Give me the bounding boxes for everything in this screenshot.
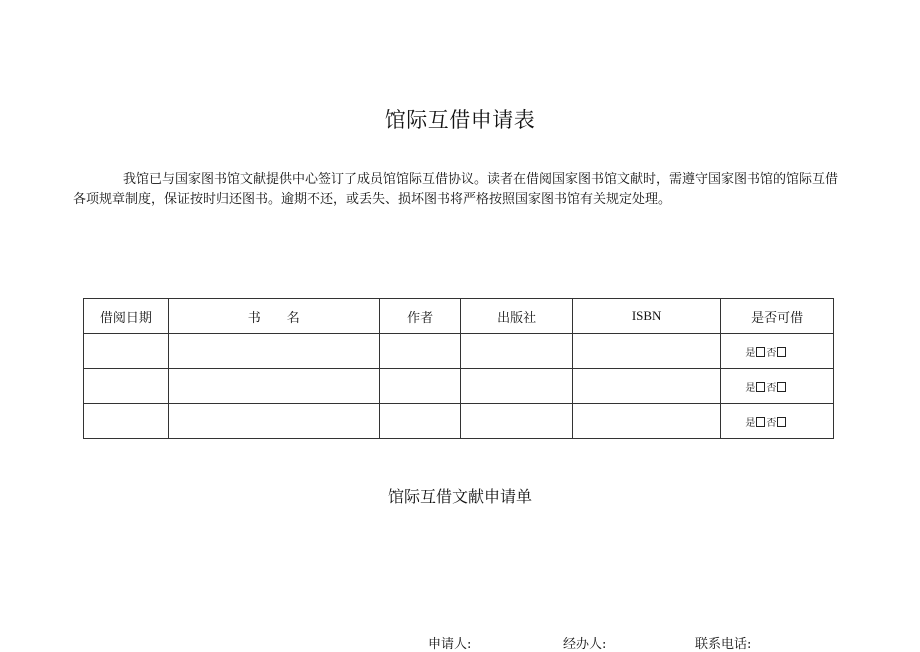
header-borrow-date: 借阅日期: [84, 299, 169, 334]
cell-isbn[interactable]: [572, 369, 720, 404]
cell-publisher[interactable]: [461, 404, 573, 439]
cell-isbn[interactable]: [572, 404, 720, 439]
cell-book-title[interactable]: [168, 334, 379, 369]
no-checkbox[interactable]: [777, 417, 786, 427]
handler-label: 经办人:: [563, 637, 607, 652]
intro-paragraph: 我馆已与国家图书馆文献提供中心签订了成员馆馆际互借协议。读者在借阅国家图书馆文献时，需遵守国家图书馆的馆际互借各项规章制度，保证按时归还图书。逾期不还，或丢失、损坏图书将严格按照国家图书馆有关规定处理。: [73, 172, 839, 207]
no-checkbox[interactable]: [777, 347, 786, 357]
no-label: 否: [766, 382, 777, 394]
yes-label: 是: [745, 417, 756, 429]
cell-publisher[interactable]: [461, 334, 573, 369]
cell-publisher[interactable]: [461, 369, 573, 404]
phone-label: 联系电话:: [695, 637, 752, 652]
cell-author[interactable]: [379, 334, 461, 369]
cell-borrow-date[interactable]: [84, 369, 169, 404]
table-row: [84, 404, 834, 439]
cell-book-title[interactable]: [168, 369, 379, 404]
cell-isbn[interactable]: [572, 334, 720, 369]
no-label: 否: [766, 347, 777, 359]
header-isbn: ISBN: [572, 299, 720, 334]
applicant-label: 申请人:: [428, 637, 472, 652]
yes-label: 是: [745, 382, 756, 394]
yes-checkbox[interactable]: [756, 382, 765, 392]
cell-available: [721, 404, 834, 439]
cell-borrow-date[interactable]: [84, 334, 169, 369]
table-row: [84, 334, 834, 369]
cell-book-title[interactable]: [168, 404, 379, 439]
no-checkbox[interactable]: [777, 382, 786, 392]
yes-checkbox[interactable]: [756, 347, 765, 357]
header-author: 作者: [379, 299, 461, 334]
table-row: [84, 369, 834, 404]
cell-available: [721, 334, 834, 369]
cell-borrow-date[interactable]: [84, 404, 169, 439]
request-slip-title: 馆际互借文献申请单: [387, 487, 532, 506]
interlibrary-loan-table: [83, 298, 834, 439]
header-publisher: 出版社: [461, 299, 573, 334]
header-book-title: 书 名: [168, 299, 379, 334]
no-label: 否: [766, 417, 777, 429]
cell-available: [721, 369, 834, 404]
yes-checkbox[interactable]: [756, 417, 765, 427]
form-title: 馆际互借申请表: [384, 108, 536, 132]
yes-label: 是: [745, 347, 756, 359]
header-available: 是否可借: [721, 299, 834, 334]
table-header-row: [84, 299, 834, 334]
cell-author[interactable]: [379, 404, 461, 439]
cell-author[interactable]: [379, 369, 461, 404]
